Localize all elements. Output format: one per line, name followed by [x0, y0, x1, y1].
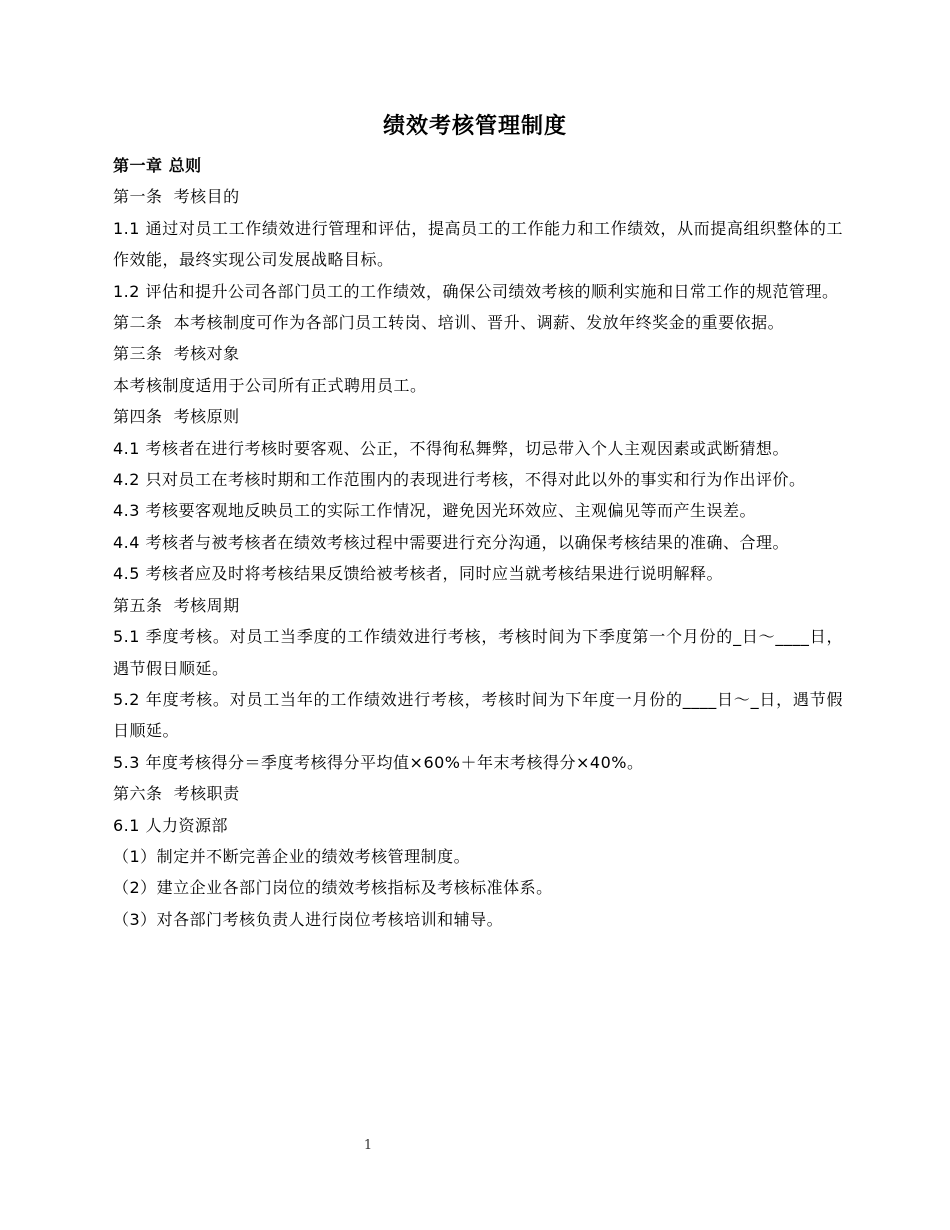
article-heading: 第三条 考核对象 [113, 344, 240, 364]
list-item: （2）建立企业各部门岗位的绩效考核指标及考核标准体系。 [113, 878, 553, 898]
article-heading: 第四条 考核原则 [113, 407, 240, 427]
page-number: 1 [363, 1138, 373, 1153]
paragraph: 4.2 只对员工在考核时期和工作范围内的表现进行考核，不得对此以外的事实和行为作出评价。 [113, 470, 806, 490]
paragraph: 4.1 考核者在进行考核时要客观、公正，不得徇私舞弊，切忌带入个人主观因素或武断猜想。 [113, 438, 790, 458]
document-title: 绩效考核管理制度 [382, 114, 567, 139]
paragraph: 6.1 人力资源部 [113, 815, 229, 835]
list-item: （1）制定并不断完善企业的绩效考核管理制度。 [113, 846, 471, 866]
article-paragraph: 第二条 本考核制度可作为各部门员工转岗、培训、晋升、调薪、发放年终奖金的重要依据。 [113, 313, 785, 333]
paragraph: 1.1 通过对员工工作绩效进行管理和评估，提高员工的工作能力和工作绩效，从而提高组织整体的工作效能，最终实现公司发展战略目标。 [113, 218, 843, 270]
article-heading: 第一条 考核目的 [113, 187, 240, 207]
paragraph: 4.3 考核要客观地反映员工的实际工作情况，避免因光环效应、主观偏见等而产生误差。 [113, 501, 757, 521]
paragraph: 5.1 季度考核。对员工当季度的工作绩效进行考核，考核时间为下季度第一个月份的_日～____日，遇节假日顺延。 [113, 627, 843, 678]
paragraph: 4.4 考核者与被考核者在绩效考核过程中需要进行充分沟通，以确保考核结果的准确、合理。 [113, 532, 790, 552]
paragraph: 5.3 年度考核得分＝季度考核得分平均值×60%＋年末考核得分×40%。 [113, 752, 644, 772]
article-heading: 第六条 考核职责 [113, 784, 240, 804]
paragraph: 1.2 评估和提升公司各部门员工的工作绩效，确保公司绩效考核的顺利实施和日常工作的规范管理。 [113, 281, 839, 301]
paragraph: 5.2 年度考核。对员工当年的工作绩效进行考核，考核时间为下年度一月份的____日～_日，遇节假日顺延。 [113, 689, 843, 741]
paragraph: 4.5 考核者应及时将考核结果反馈给被考核者，同时应当就考核结果进行说明解释。 [113, 564, 724, 584]
paragraph: 本考核制度适用于公司所有正式聘用员工。 [113, 375, 427, 395]
chapter-heading: 第一章 总则 [113, 156, 202, 175]
list-item: （3）对各部门考核负责人进行岗位考核培训和辅导。 [113, 909, 504, 929]
document-body [113, 150, 843, 935]
article-heading: 第五条 考核周期 [113, 595, 240, 615]
